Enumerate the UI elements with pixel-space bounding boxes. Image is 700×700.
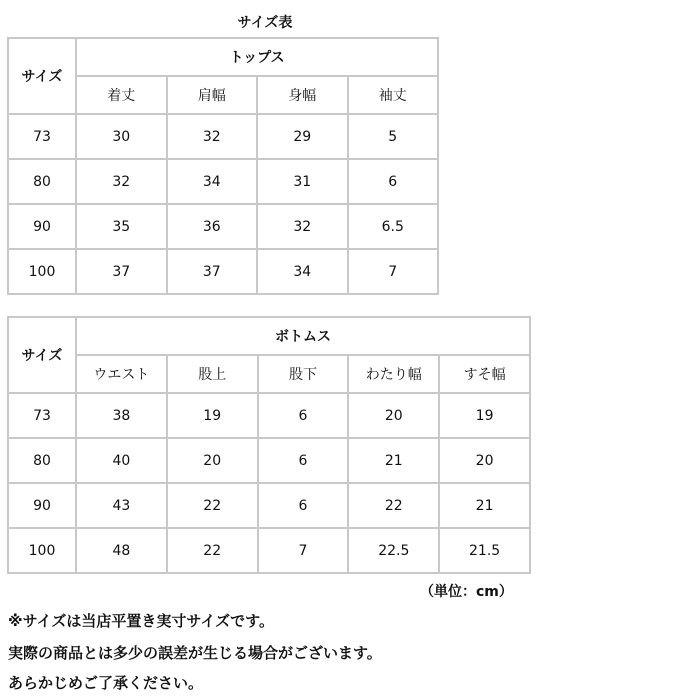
table-row: [8, 528, 530, 573]
tops-size-cell: 100: [8, 249, 76, 294]
bottoms-group-header: ボトムス: [76, 317, 530, 355]
bottoms-col-header: ウエスト: [76, 355, 167, 393]
note-line: 実際の商品とは多少の誤差が生じる場合がございます。: [8, 644, 382, 662]
bottoms-cell: 6: [258, 438, 349, 483]
tops-size-cell: 73: [8, 114, 76, 159]
tops-cell: 7: [348, 249, 439, 294]
bottoms-cell: 21: [439, 483, 530, 528]
page-title: サイズ表: [237, 15, 293, 31]
tops-size-cell: 90: [8, 204, 76, 249]
bottoms-cell: 19: [439, 393, 530, 438]
tops-cell: 34: [167, 159, 258, 204]
bottoms-size-cell: 90: [8, 483, 76, 528]
bottoms-cell: 21.5: [439, 528, 530, 573]
tops-cell: 29: [257, 114, 348, 159]
bottoms-cell: 7: [258, 528, 349, 573]
tops-cell: 35: [76, 204, 167, 249]
bottoms-col-header: すそ幅: [439, 355, 530, 393]
note-line: ※サイズは当店平置き実寸サイズです。: [8, 612, 274, 630]
bottoms-cell: 20: [348, 393, 439, 438]
tops-cell: 30: [76, 114, 167, 159]
tops-cell: 36: [167, 204, 258, 249]
bottoms-cell: 20: [167, 438, 258, 483]
tops-cell: 6.5: [348, 204, 439, 249]
tops-cell: 32: [167, 114, 258, 159]
bottoms-cell: 43: [76, 483, 167, 528]
bottoms-cell: 6: [258, 483, 349, 528]
bottoms-col-header: 股上: [167, 355, 258, 393]
bottoms-size-table: [7, 316, 531, 574]
table-row: [8, 483, 530, 528]
tops-cell: 6: [348, 159, 439, 204]
table-row: [8, 159, 438, 204]
table-row: [8, 249, 438, 294]
bottoms-cell: 20: [439, 438, 530, 483]
bottoms-cell: 21: [348, 438, 439, 483]
bottoms-size-header: サイズ: [8, 317, 76, 393]
bottoms-size-cell: 100: [8, 528, 76, 573]
bottoms-cell: 22.5: [348, 528, 439, 573]
bottoms-cell: 19: [167, 393, 258, 438]
bottoms-size-cell: 73: [8, 393, 76, 438]
table-row: [8, 204, 438, 249]
tops-col-header: 身幅: [257, 76, 348, 114]
tops-size-cell: 80: [8, 159, 76, 204]
tops-size-header: サイズ: [8, 38, 76, 114]
tops-col-header: 肩幅: [167, 76, 258, 114]
bottoms-cell: 48: [76, 528, 167, 573]
tops-cell: 37: [76, 249, 167, 294]
bottoms-col-header: 股下: [258, 355, 349, 393]
bottoms-cell: 22: [167, 528, 258, 573]
bottoms-cell: 38: [76, 393, 167, 438]
table-row: [8, 114, 438, 159]
tops-size-table: [7, 37, 439, 295]
unit-label: （単位：cm）: [420, 584, 513, 600]
tops-col-header: 着丈: [76, 76, 167, 114]
bottoms-cell: 22: [167, 483, 258, 528]
tops-cell: 32: [76, 159, 167, 204]
tops-cell: 5: [348, 114, 439, 159]
table-row: [8, 438, 530, 483]
tops-cell: 32: [257, 204, 348, 249]
bottoms-cell: 40: [76, 438, 167, 483]
tops-cell: 37: [167, 249, 258, 294]
tops-cell: 31: [257, 159, 348, 204]
bottoms-cell: 22: [348, 483, 439, 528]
bottoms-cell: 6: [258, 393, 349, 438]
tops-group-header: トップス: [76, 38, 438, 76]
tops-col-header: 袖丈: [348, 76, 439, 114]
bottoms-size-cell: 80: [8, 438, 76, 483]
bottoms-col-header: わたり幅: [348, 355, 439, 393]
tops-cell: 34: [257, 249, 348, 294]
table-row: [8, 393, 530, 438]
note-line: あらかじめご了承ください。: [8, 674, 204, 692]
